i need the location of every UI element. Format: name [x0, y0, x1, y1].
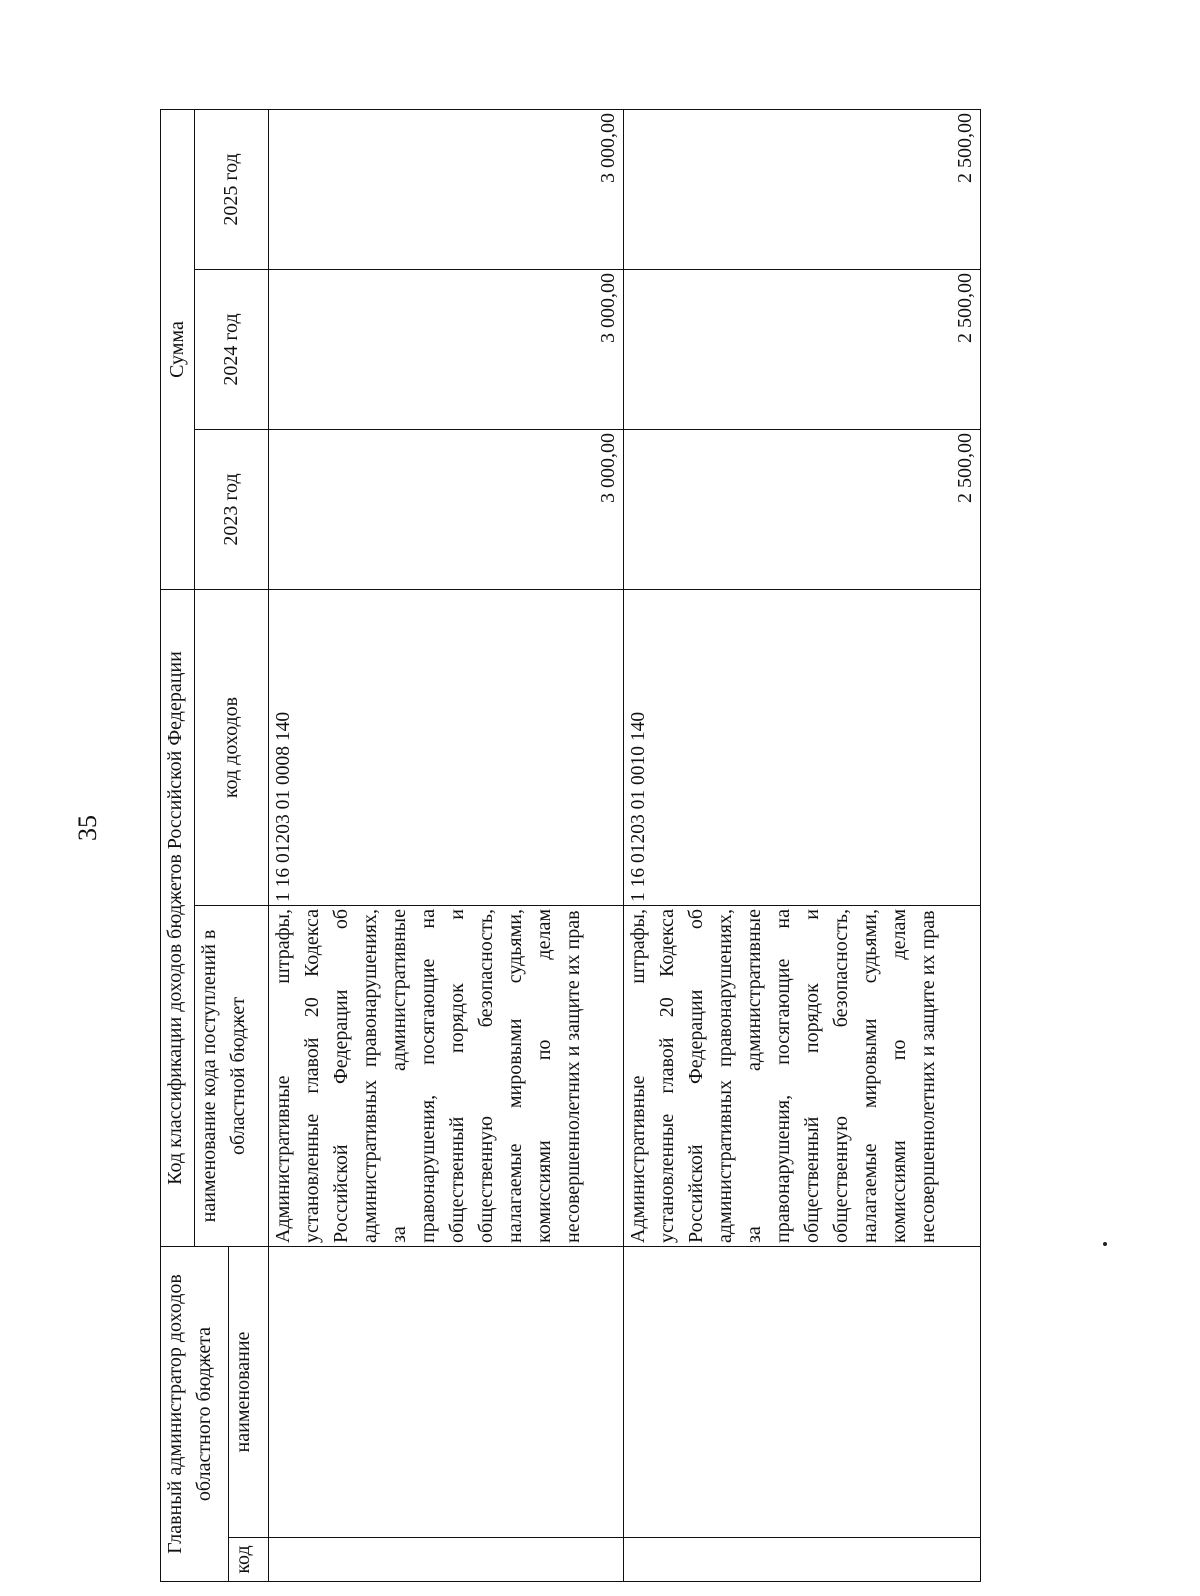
sum-group-header: Сумма — [161, 109, 195, 589]
row-description: Административные штрафы, установленные главой 20 Кодекса Российской Федерации об административных правонарушениях, за административные правонарушения, посягающие на общественный порядок и общественную безопасность, налагаемые мировыми судьями, комиссиями по делам несовершеннолетних и защите их прав — [269, 906, 624, 1247]
admin-name-column-header: наименование — [229, 1247, 269, 1538]
page-number: 35 — [73, 815, 102, 841]
income-name-column-header: наименование кода поступлений в областной бюджет — [195, 906, 269, 1247]
row-income-code: 1 16 01203 01 0008 140 — [269, 590, 624, 906]
row-amount-2024: 3 000,00 — [269, 270, 624, 430]
admin-group-header: Главный администратор доходов областного бюджета — [161, 1247, 229, 1582]
table-row — [269, 109, 624, 1581]
row-admin-code — [624, 1538, 981, 1582]
row-description: Административные штрафы, установленные главой 20 Кодекса Российской Федерации об административных правонарушениях, за административные правонарушения, посягающие на общественный порядок и общественную безопасность, налагаемые мировыми судьями, комиссиями по делам несовершеннолетних и защите их прав — [624, 906, 981, 1247]
row-amount-2023: 2 500,00 — [624, 430, 981, 590]
year-2025-header: 2025 год — [195, 109, 269, 269]
income-code-column-header: код доходов — [195, 590, 269, 906]
rotated-table-area — [160, 110, 980, 1582]
admin-code-column-header: код — [229, 1538, 269, 1582]
row-amount-2024: 2 500,00 — [624, 270, 981, 430]
row-amount-2025: 3 000,00 — [269, 109, 624, 269]
budget-income-table — [160, 109, 981, 1582]
classification-group-header: Код классификации доходов бюджетов Российской Федерации — [161, 590, 195, 1247]
row-income-code: 1 16 01203 01 0010 140 — [624, 590, 981, 906]
header-row-1 — [161, 109, 195, 1581]
row-admin-name — [269, 1247, 624, 1538]
row-amount-2025: 2 500,00 — [624, 109, 981, 269]
row-admin-code — [269, 1538, 624, 1582]
year-2024-header: 2024 год — [195, 270, 269, 430]
year-2023-header: 2023 год — [195, 430, 269, 590]
row-admin-name — [624, 1247, 981, 1538]
row-amount-2023: 3 000,00 — [269, 430, 624, 590]
table-row — [624, 109, 981, 1581]
scan-dust-speck — [1103, 1242, 1107, 1246]
